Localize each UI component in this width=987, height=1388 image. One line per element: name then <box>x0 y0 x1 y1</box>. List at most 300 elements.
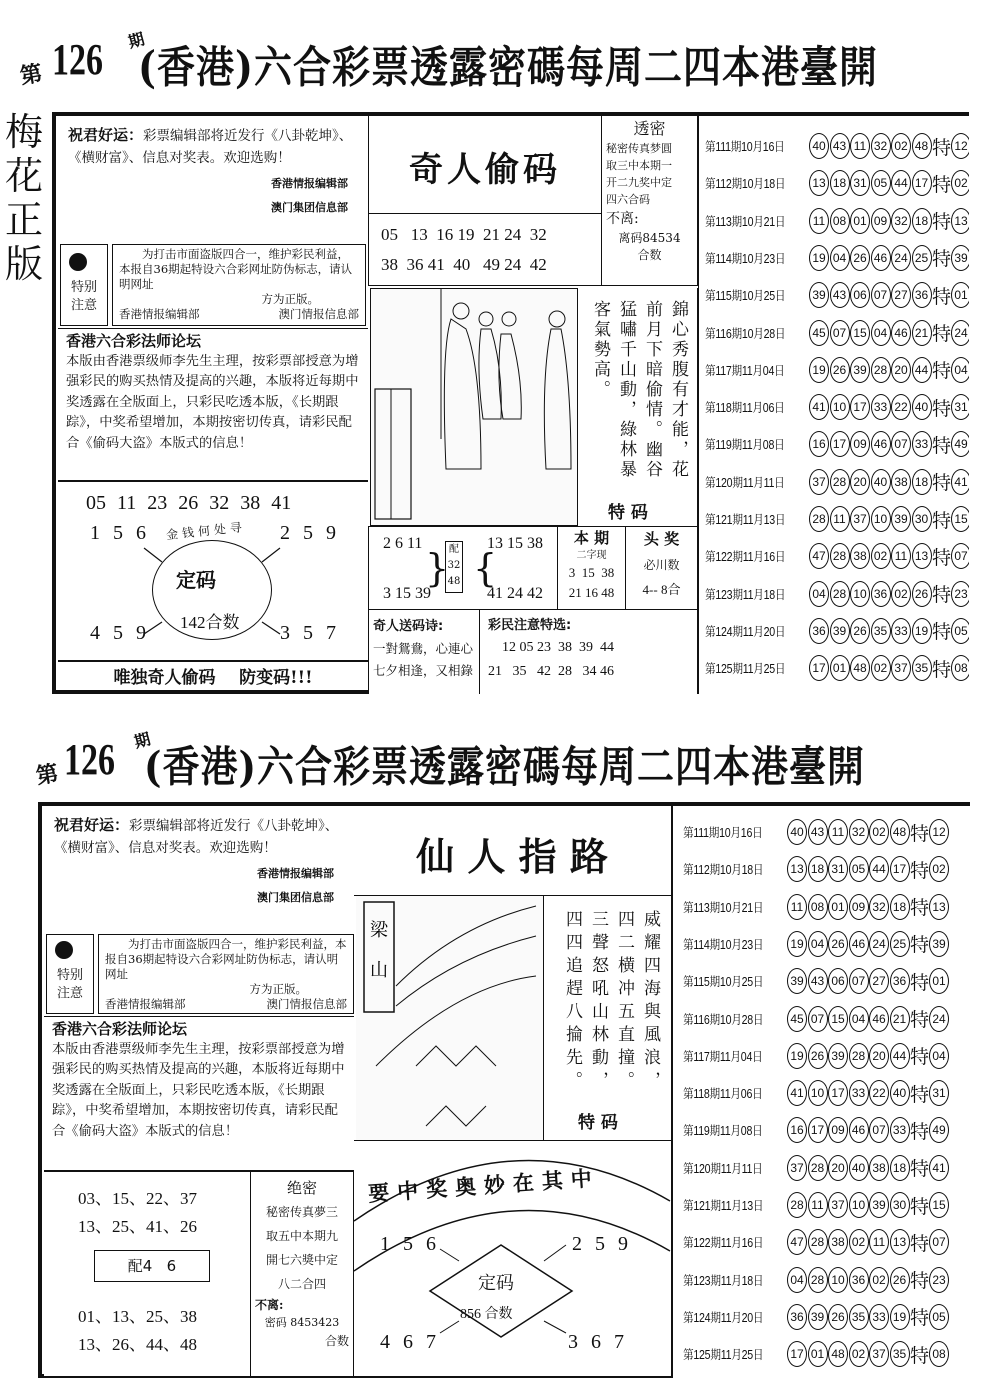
greeting-box <box>58 118 368 244</box>
special-ball: 07 <box>929 1229 949 1255</box>
number-ball: 16 <box>787 1117 807 1143</box>
number-ball: 40 <box>871 469 891 495</box>
history-label: 第116期10月28日 <box>683 1012 764 1027</box>
number-ball: 36 <box>871 581 891 607</box>
number-ball: 17 <box>809 655 829 681</box>
number-ball: 26 <box>890 1267 910 1293</box>
number-ball: 11 <box>869 1229 889 1255</box>
notice-box <box>112 244 366 326</box>
history-row <box>683 1189 950 1221</box>
number-ball: 46 <box>871 245 891 271</box>
number-ball: 40 <box>849 1155 869 1181</box>
history-label: 第114期10月23日 <box>683 937 764 952</box>
greeting-lead: 祝君好运： <box>54 816 130 834</box>
select-box <box>480 610 698 694</box>
special-ball: 08 <box>929 1341 949 1367</box>
arc-box <box>354 1140 672 1376</box>
history-label: 第121期11月13日 <box>705 513 786 527</box>
number-ball: 01 <box>830 655 850 681</box>
te-label: 特 <box>910 934 930 957</box>
notice-label-1: 特别 <box>70 280 97 295</box>
brace-right-icon: { <box>473 546 498 590</box>
number-ball: 15 <box>828 1006 848 1032</box>
secret-title: 透密 <box>633 119 666 138</box>
history-row <box>683 1264 950 1296</box>
number-ball: 04 <box>871 320 891 346</box>
number-ball: 40 <box>787 819 807 845</box>
number-ball: 37 <box>869 1341 889 1367</box>
side-char: 花 <box>4 154 43 198</box>
history-label: 第120期11月11日 <box>705 475 785 490</box>
special-ball: 24 <box>951 320 969 346</box>
te-label: 特 <box>910 1046 930 1069</box>
history-label: 第115期10月25日 <box>705 289 786 304</box>
number-ball: 19 <box>809 245 829 271</box>
top-header <box>0 28 987 93</box>
pair-tl: 2 6 11 <box>383 535 423 552</box>
number-ball: 26 <box>912 581 932 607</box>
history-label: 第119期11月08日 <box>705 438 785 453</box>
history-label: 第112期10月18日 <box>705 177 786 192</box>
history-table-top <box>698 116 969 694</box>
history-row <box>705 428 969 460</box>
history-row <box>683 891 950 923</box>
notice-label-1: 特别 <box>56 968 83 983</box>
number-ball: 48 <box>912 133 932 159</box>
number-ball: 27 <box>869 968 889 994</box>
number-ball: 28 <box>808 1229 828 1255</box>
history-row <box>683 1114 950 1146</box>
number-ball: 17 <box>830 431 850 457</box>
secret-line: 秘密传真梦圓 <box>606 142 672 155</box>
number-ball: 18 <box>890 894 910 920</box>
group-r1: 03、15、22、37 <box>78 1189 197 1208</box>
number-ball: 30 <box>912 506 932 532</box>
number-ball: 20 <box>828 1155 848 1181</box>
number-ball: 10 <box>830 394 850 420</box>
te-label: 特 <box>932 397 952 420</box>
number-ball: 19 <box>787 1043 807 1069</box>
diamond-bl: 4 6 7 <box>380 1331 440 1353</box>
notice-sig1: 香港情报编辑部 <box>119 307 200 321</box>
poem-line: 錦心秀腹有才能， <box>668 300 688 460</box>
number-ball: 36 <box>849 1267 869 1293</box>
number-ball: 01 <box>850 208 870 234</box>
number-ball: 07 <box>869 1117 889 1143</box>
number-ball: 43 <box>808 968 828 994</box>
arrows-icon <box>58 482 368 660</box>
number-ball: 25 <box>890 931 910 957</box>
groups-box <box>44 1170 250 1376</box>
history-row <box>705 466 969 498</box>
diamond-center: 定码 <box>478 1273 514 1294</box>
number-ball: 01 <box>808 1341 828 1367</box>
toujiang-val: 4-- 8合 <box>642 582 681 597</box>
special-ball: 13 <box>951 208 969 234</box>
dingma-box <box>58 480 368 660</box>
pair-tr: 13 15 38 <box>487 535 543 552</box>
history-label: 第123期11月18日 <box>705 587 786 602</box>
oval-arc-text: 金钱何处寻 <box>165 519 247 543</box>
number-ball: 28 <box>809 506 829 532</box>
greeting-body: 彩票编辑部将近发行《八卦乾坤》、《横财富》、信息对奖表。欢迎选购！ <box>68 128 353 166</box>
number-ball: 28 <box>808 1155 828 1181</box>
history-label: 第116期10月28日 <box>705 326 786 341</box>
te-label: 特 <box>910 1158 930 1181</box>
benqi-box <box>558 526 626 610</box>
poem-line: 四二横冲五直撞。 <box>614 910 634 1094</box>
number-ball: 11 <box>787 894 807 920</box>
number-ball: 36 <box>787 1304 807 1330</box>
history-row <box>683 965 950 997</box>
brand-title: 仙 人 指 路 <box>416 834 608 879</box>
te-label: 特 <box>932 658 952 681</box>
forum-box <box>44 1016 354 1166</box>
brand-title: 奇人偷码 <box>409 150 561 190</box>
history-row <box>683 1152 950 1184</box>
number-ball: 24 <box>891 245 911 271</box>
number-ball: 11 <box>828 819 848 845</box>
pair-box-line: 配 <box>449 544 459 555</box>
numbers-row: 05 11 23 26 32 38 41 <box>86 492 292 514</box>
number-ball: 16 <box>809 431 829 457</box>
scroll-char: 梁 <box>370 920 388 941</box>
history-row <box>683 1338 950 1370</box>
number-ball: 20 <box>869 1043 889 1069</box>
special-ball: 02 <box>929 856 949 882</box>
te-label: 特 <box>932 248 952 271</box>
bomb-icon <box>69 253 87 271</box>
number-ball: 11 <box>808 1192 828 1218</box>
special-ball: 41 <box>929 1155 949 1181</box>
illustration-mountain <box>356 896 544 1140</box>
number-ball: 43 <box>830 282 850 308</box>
notice-label-2: 注意 <box>56 986 83 1001</box>
te-label: 特 <box>932 211 952 234</box>
history-row <box>683 1003 950 1035</box>
greeting-body: 彩票编辑部将近发行《八卦乾坤》、《横财富》、信息对奖表。欢迎选购！ <box>54 818 339 856</box>
number-ball: 11 <box>830 506 850 532</box>
te-label: 特 <box>910 1232 930 1255</box>
number-ball: 17 <box>890 856 910 882</box>
number-ball: 10 <box>850 581 870 607</box>
number-ball: 18 <box>808 856 828 882</box>
benqi-r1: 3 15 38 <box>568 565 615 580</box>
figures-illustration-icon <box>371 289 577 525</box>
history-row <box>683 853 950 885</box>
history-row <box>705 652 969 684</box>
number-ball: 01 <box>828 894 848 920</box>
special-ball: 24 <box>929 1006 949 1032</box>
forum-title: 香港六合彩法师论坛 <box>66 332 202 350</box>
number-ball: 15 <box>850 320 870 346</box>
number-ball: 46 <box>869 1006 889 1032</box>
history-label: 第117期11月04日 <box>683 1049 763 1064</box>
number-ball: 19 <box>809 357 829 383</box>
number-ball: 33 <box>871 394 891 420</box>
history-row <box>705 540 969 572</box>
number-ball: 18 <box>890 1155 910 1181</box>
special-ball: 23 <box>951 581 969 607</box>
history-label: 第111期10月16日 <box>683 826 763 840</box>
secret-buli: 不离: <box>606 211 639 227</box>
history-label: 第117期11月04日 <box>705 363 785 378</box>
greeting-sig2: 澳门集团信息部 <box>271 201 348 214</box>
forum-title: 香港六合彩法师论坛 <box>52 1020 188 1038</box>
poem-box <box>544 896 672 1140</box>
special-ball: 05 <box>929 1304 949 1330</box>
secret-line: 开二九奖中定 <box>606 176 672 189</box>
number-ball: 39 <box>850 357 870 383</box>
te-label: 特 <box>932 173 952 196</box>
number-ball: 04 <box>830 245 850 271</box>
poem-text <box>587 300 691 490</box>
oval-bl: 4 5 9 <box>90 622 150 644</box>
number-ball: 04 <box>808 931 828 957</box>
forum-body: 本版由香港票级师李先生主理，按彩票部授意为增强彩民的购买热情及提高的兴趣，本版将近每期中奖透露在全版面上，只彩民吃透本版，《长期跟踪》，中奖希望增加，本期按密切传真，请彩民配合《偷码大盗》本版式的信息！ <box>52 1041 345 1139</box>
code-row-1: 05 13 16 19 21 24 32 <box>381 225 547 244</box>
secret-buli: 不离: <box>255 1298 284 1312</box>
number-ball: 35 <box>871 618 891 644</box>
number-ball: 11 <box>850 133 870 159</box>
page-title: (香港)六合彩票透露密碼每周二四本港臺開 <box>138 41 878 93</box>
notice-sig2: 澳门情报信息部 <box>266 997 347 1011</box>
notice-label-box <box>60 244 108 326</box>
brace-left-icon: } <box>425 546 450 590</box>
number-ball: 37 <box>828 1192 848 1218</box>
greeting-sig1: 香港情报编辑部 <box>257 867 334 880</box>
number-ball: 07 <box>808 1006 828 1032</box>
notice-tail: 方为正版。 <box>249 982 307 996</box>
bomb-icon <box>55 941 73 959</box>
number-ball: 11 <box>891 543 911 569</box>
number-ball: 13 <box>809 170 829 196</box>
special-ball: 49 <box>951 431 969 457</box>
bottom-header <box>0 730 987 790</box>
top-footer: 唯独奇人偷码 防变码!!! <box>58 660 368 692</box>
number-ball: 09 <box>849 894 869 920</box>
pair-br: 41 24 42 <box>487 585 543 602</box>
number-ball: 28 <box>871 357 891 383</box>
number-ball: 26 <box>808 1043 828 1069</box>
history-row <box>705 317 969 349</box>
notice-box <box>98 934 354 1014</box>
number-ball: 36 <box>912 282 932 308</box>
number-ball: 18 <box>912 469 932 495</box>
page-title: (香港)六合彩票透露密碼每周二四本港臺開 <box>144 741 866 792</box>
number-ball: 17 <box>787 1341 807 1367</box>
number-ball: 47 <box>787 1229 807 1255</box>
history-label: 第118期11月06日 <box>683 1087 763 1102</box>
history-label: 第125期11月25日 <box>705 662 786 677</box>
secret-line: 八二合四 <box>277 1277 326 1291</box>
number-ball: 44 <box>912 357 932 383</box>
number-ball: 17 <box>850 394 870 420</box>
te-label: 特 <box>910 971 930 994</box>
secret-box <box>250 1170 354 1376</box>
number-ball: 32 <box>869 894 889 920</box>
history-label: 第114期10月23日 <box>705 251 786 266</box>
number-ball: 26 <box>830 357 850 383</box>
number-ball: 37 <box>891 655 911 681</box>
history-row <box>705 615 969 647</box>
history-row <box>705 205 969 237</box>
diamond-tl: 1 5 6 <box>380 1233 440 1255</box>
notice-sig2: 澳门情报信息部 <box>278 307 359 321</box>
number-ball: 05 <box>849 856 869 882</box>
history-label: 第120期11月11日 <box>683 1161 763 1176</box>
number-ball: 17 <box>912 170 932 196</box>
special-ball: 15 <box>929 1192 949 1218</box>
number-ball: 09 <box>828 1117 848 1143</box>
number-ball: 43 <box>808 819 828 845</box>
select-r2: 21 35 42 28 34 46 <box>488 664 614 679</box>
number-ball: 02 <box>871 543 891 569</box>
te-label: 特 <box>910 859 930 882</box>
number-ball: 33 <box>912 431 932 457</box>
number-ball: 26 <box>850 618 870 644</box>
number-ball: 47 <box>809 543 829 569</box>
secret-line: 四六合码 <box>606 193 650 206</box>
poem-line: 花前月下暗偷情。 <box>642 300 688 480</box>
te-label: 特 <box>932 472 952 495</box>
number-ball: 39 <box>787 968 807 994</box>
number-ball: 28 <box>787 1192 807 1218</box>
special-ball: 31 <box>929 1080 949 1106</box>
pair-box <box>445 541 463 593</box>
notice-label-2: 注意 <box>70 298 97 313</box>
history-row <box>705 167 969 199</box>
number-ball: 26 <box>828 931 848 957</box>
number-ball: 46 <box>891 320 911 346</box>
oval-sum: 142合数 <box>180 613 240 632</box>
number-ball: 10 <box>871 506 891 532</box>
number-ball: 02 <box>849 1341 869 1367</box>
side-label <box>2 110 46 286</box>
special-ball: 07 <box>951 543 969 569</box>
select-title: 彩民注意特选: <box>488 618 572 633</box>
toujiang-sub: 必川数 <box>643 558 680 572</box>
history-label: 第115期10月25日 <box>683 975 764 990</box>
special-ball: 41 <box>951 469 969 495</box>
poem-box <box>578 288 698 526</box>
number-ball: 48 <box>890 819 910 845</box>
diamond-br: 3 6 7 <box>568 1331 628 1353</box>
side-char: 梅 <box>4 110 43 154</box>
special-ball: 12 <box>929 819 949 845</box>
number-ball: 48 <box>850 655 870 681</box>
number-ball: 38 <box>850 543 870 569</box>
te-label: 特 <box>932 621 952 644</box>
number-ball: 10 <box>828 1267 848 1293</box>
number-ball: 28 <box>830 543 850 569</box>
number-ball: 09 <box>850 431 870 457</box>
te-label: 特 <box>910 1270 930 1293</box>
special-ball: 39 <box>951 245 969 271</box>
poem-line: 四四追趕八掄先。 <box>562 910 582 1094</box>
number-ball: 26 <box>850 245 870 271</box>
number-ball: 28 <box>849 1043 869 1069</box>
number-ball: 04 <box>787 1267 807 1293</box>
special-ball: 08 <box>951 655 969 681</box>
greeting-box <box>44 808 354 934</box>
history-row <box>705 578 969 610</box>
number-ball: 32 <box>891 208 911 234</box>
secret-code: 密码 8453423 <box>264 1316 340 1329</box>
number-ball: 13 <box>912 543 932 569</box>
number-ball: 40 <box>912 394 932 420</box>
side-char: 正 <box>4 198 43 242</box>
oval-tr: 2 5 9 <box>280 522 340 544</box>
notice-tail: 方为正版。 <box>261 292 319 306</box>
number-ball: 06 <box>828 968 848 994</box>
diamond-tr: 2 5 9 <box>572 1233 632 1255</box>
history-row <box>683 1226 950 1258</box>
poem-line: 綠林暴客氣勢高。 <box>590 300 636 480</box>
tema-label: 特 码 <box>608 503 648 523</box>
te-label: 特 <box>910 1195 930 1218</box>
number-ball: 41 <box>787 1080 807 1106</box>
number-ball: 22 <box>869 1080 889 1106</box>
code-rows-box <box>368 214 602 286</box>
te-label: 特 <box>910 897 930 920</box>
number-ball: 07 <box>849 968 869 994</box>
secret-title: 绝密 <box>286 1179 317 1197</box>
te-label: 特 <box>910 822 930 845</box>
greeting-sig2: 澳门集团信息部 <box>257 891 334 904</box>
notice-body: 为打击市面盗版四合一，维护彩民利益，本报自36期起特设六合彩网址防伪标志，请认明网址 <box>119 247 353 291</box>
te-label: 特 <box>910 1120 930 1143</box>
special-ball: 01 <box>951 282 969 308</box>
pair-box-line: 48 <box>447 576 461 587</box>
number-ball: 09 <box>871 208 891 234</box>
number-ball: 37 <box>809 469 829 495</box>
history-row <box>683 1077 950 1109</box>
history-row <box>705 130 969 162</box>
issue-prefix: 第 <box>18 60 45 90</box>
secret-line: 取五中本期九 <box>265 1229 338 1243</box>
number-ball: 43 <box>830 133 850 159</box>
pei-box: 配4 6 <box>94 1250 210 1282</box>
te-label: 特 <box>932 509 952 532</box>
number-ball: 44 <box>869 856 889 882</box>
poem-line: 幽谷猛嘯千山動， <box>616 300 662 480</box>
history-row <box>683 816 950 848</box>
poem-text <box>559 910 663 1110</box>
history-row <box>683 1040 950 1072</box>
te-label: 特 <box>932 285 952 308</box>
number-ball: 04 <box>849 1006 869 1032</box>
number-ball: 08 <box>808 894 828 920</box>
number-ball: 31 <box>828 856 848 882</box>
history-label: 第122期11月16日 <box>683 1236 764 1251</box>
toujiang-title: 头 奖 <box>643 530 680 548</box>
oval-tl: 1 5 6 <box>90 522 150 544</box>
history-label: 第119期11月08日 <box>683 1124 763 1139</box>
history-row <box>705 503 969 535</box>
number-ball: 45 <box>787 1006 807 1032</box>
number-ball: 40 <box>809 133 829 159</box>
number-ball: 19 <box>787 931 807 957</box>
special-ball: 23 <box>929 1267 949 1293</box>
number-ball: 02 <box>849 1229 869 1255</box>
number-ball: 33 <box>869 1304 889 1330</box>
te-label: 特 <box>932 136 952 159</box>
issue-suffix: 期 <box>132 729 153 752</box>
number-ball: 28 <box>808 1267 828 1293</box>
number-ball: 39 <box>808 1304 828 1330</box>
history-label: 第122期11月16日 <box>705 550 786 565</box>
